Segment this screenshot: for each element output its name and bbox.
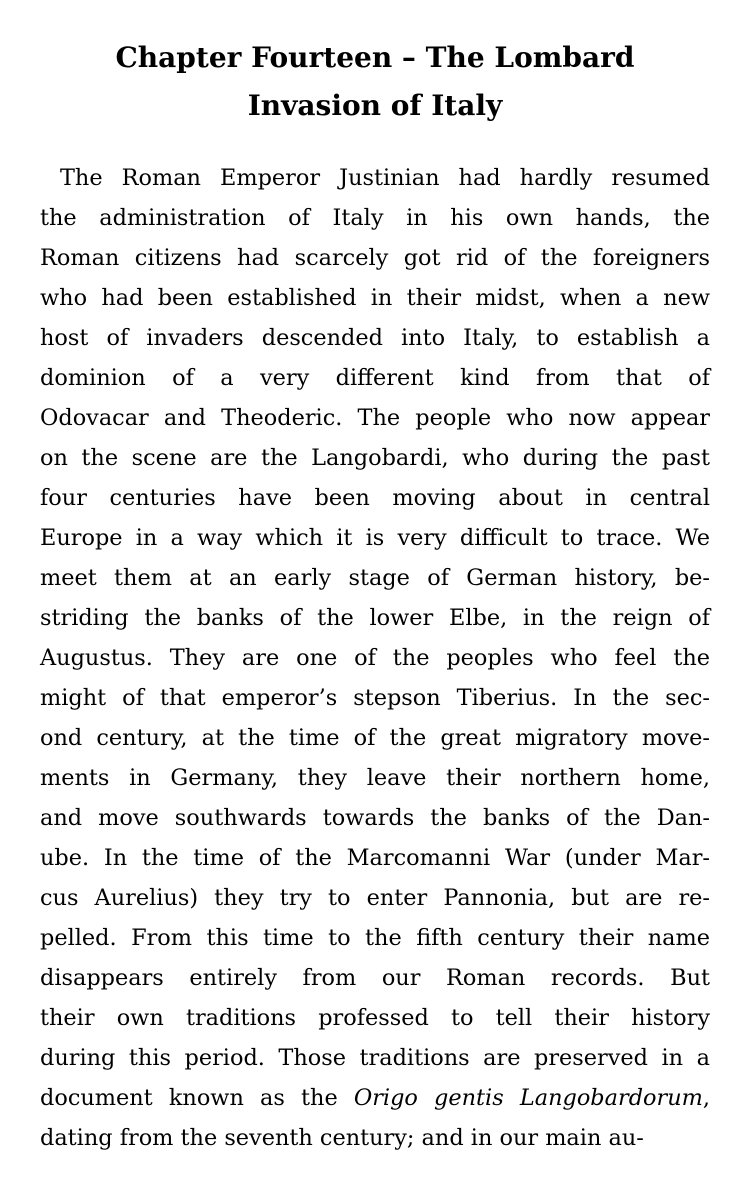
text-line: Odovacar and Theoderic. The people who now appear	[40, 405, 710, 431]
text-line: on the scene are the Langobardi, who during the past	[40, 445, 710, 471]
text-line: ond century, at the time of the great migratory move-	[40, 725, 710, 751]
text-line: striding the banks of the lower Elbe, in the reign of	[40, 605, 710, 631]
text-line: Roman citizens had scarcely got rid of the foreigners	[40, 245, 710, 271]
text-line: Augustus. They are one of the peoples who feel the	[40, 645, 710, 671]
text-line: four centuries have been moving about in central	[40, 485, 710, 511]
text-line: ments in Germany, they leave their northern home,	[40, 765, 710, 791]
text-line: disappears entirely from our Roman records. But	[40, 965, 710, 991]
text-line: dominion of a very different kind from that of	[40, 365, 710, 391]
text-line: host of invaders descended into Italy, to establish a	[40, 325, 710, 351]
text-line: ube. In the time of the Marcomanni War (under Mar-	[40, 845, 710, 871]
text-line: Europe in a way which it is very difficult to trace. We	[40, 525, 710, 551]
text-line: pelled. From this time to the fifth century their name	[40, 925, 710, 951]
text-line: and move southwards towards the banks of the Dan-	[40, 805, 710, 831]
text-line-with-title	[40, 1078, 710, 1118]
body-paragraph	[40, 158, 710, 1158]
chapter-title	[40, 34, 710, 130]
text-fragment: ,	[702, 1085, 710, 1111]
text-fragment: document known as the	[40, 1085, 354, 1111]
italic-work-title: Origo gentis Langobardorum	[353, 1085, 703, 1111]
text-line: dating from the seventh century; and in our main au-	[40, 1125, 644, 1151]
text-line: The Roman Emperor Justinian had hardly resumed	[60, 165, 710, 191]
text-line: cus Aurelius) they try to enter Pannonia, but are re-	[40, 885, 710, 911]
chapter-title-line-2: Invasion of Italy	[247, 89, 503, 122]
text-line: might of that emperor’s stepson Tiberius. In the sec-	[40, 685, 710, 711]
text-line: the administration of Italy in his own hands, the	[40, 205, 710, 231]
text-line: their own traditions professed to tell their history	[40, 1005, 710, 1031]
text-line: during this period. Those traditions are preserved in a	[40, 1045, 710, 1071]
text-line: meet them at an early stage of German history, be-	[40, 565, 710, 591]
chapter-title-line-1: Chapter Fourteen – The Lombard	[115, 41, 635, 74]
text-line: who had been established in their midst, when a new	[40, 285, 710, 311]
